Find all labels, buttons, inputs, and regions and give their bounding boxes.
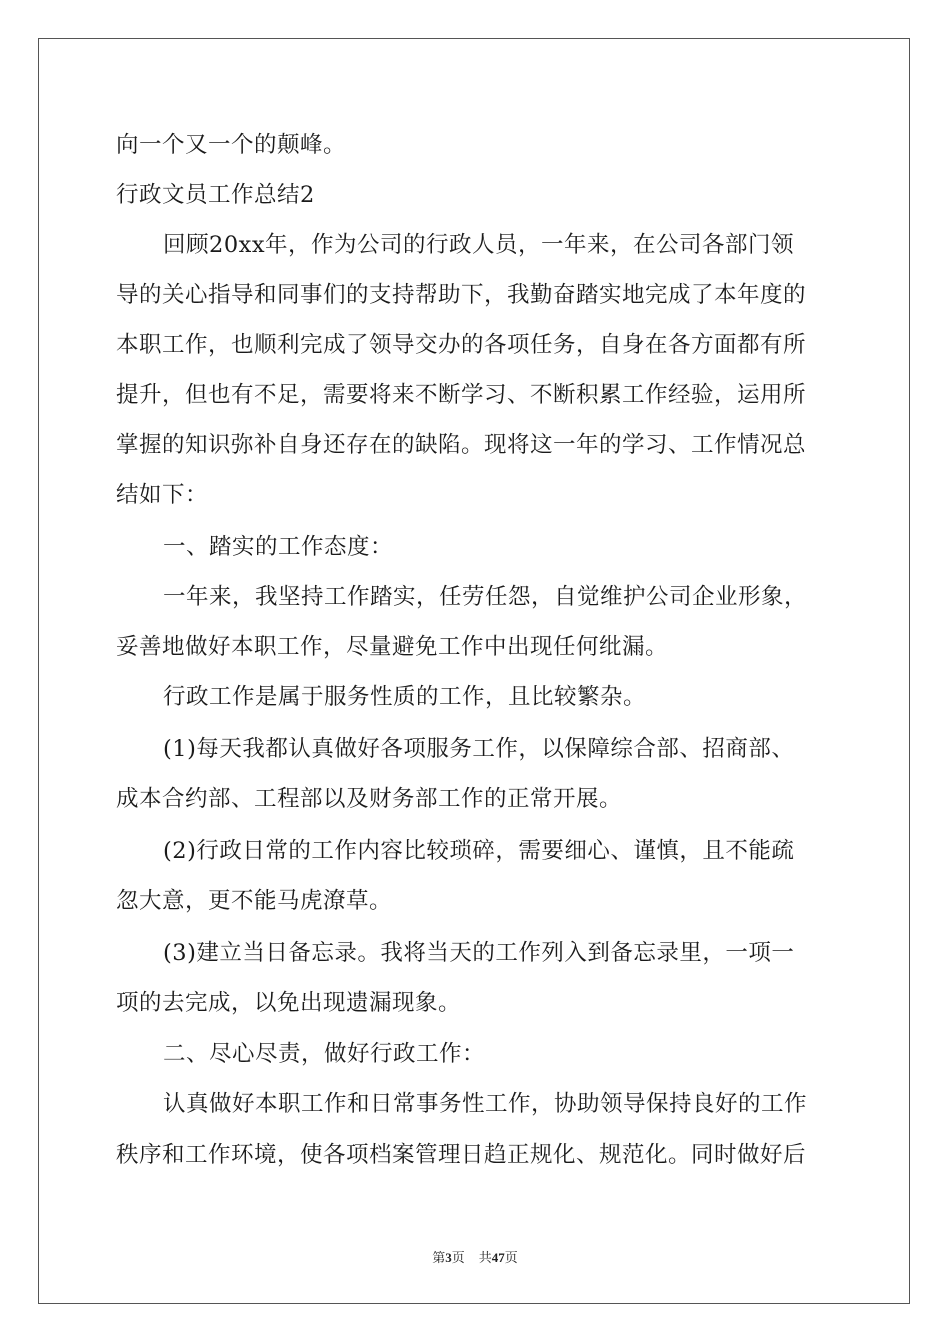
subheading: 一、踏实的工作态度： bbox=[163, 534, 394, 560]
paragraph-line: 一年来，我坚持工作踏实，任劳任怨，自觉维护公司企业形象， bbox=[163, 584, 808, 610]
page-suffix: 页 bbox=[451, 1250, 465, 1265]
paragraph-line: 行政工作是属于服务性质的工作，且比较繁杂。 bbox=[163, 684, 647, 710]
list-item-line: (1)每天我都认真做好各项服务工作，以保障综合部、招商部、 bbox=[163, 736, 795, 762]
paragraph-line: 结如下： bbox=[116, 482, 209, 508]
page-prefix: 第 bbox=[432, 1250, 446, 1265]
list-item-line: (2)行政日常的工作内容比较琐碎，需要细心、谨慎，且不能疏 bbox=[163, 838, 795, 864]
paragraph-line: 掌握的知识弥补自身还存在的缺陷。现将这一年的学习、工作情况总 bbox=[116, 432, 807, 458]
paragraph-line: 向一个又一个的颠峰。 bbox=[116, 132, 347, 158]
page-footer bbox=[0, 1247, 950, 1266]
total-pages: 47 bbox=[491, 1250, 505, 1265]
paragraph-line: 妥善地做好本职工作，尽量避免工作中出现任何纰漏。 bbox=[116, 634, 669, 660]
paragraph-line: 回顾20xx年，作为公司的行政人员，一年来，在公司各部门领 bbox=[163, 232, 795, 258]
total-prefix: 共 bbox=[478, 1250, 492, 1265]
paragraph-line: 认真做好本职工作和日常事务性工作，协助领导保持良好的工作 bbox=[163, 1091, 808, 1117]
paragraph-line: 导的关心指导和同事们的支持帮助下，我勤奋踏实地完成了本年度的 bbox=[116, 282, 807, 308]
paragraph-line: 本职工作，也顺利完成了领导交办的各项任务，自身在各方面都有所 bbox=[116, 332, 807, 358]
total-suffix: 页 bbox=[504, 1250, 518, 1265]
list-item-line: 项的去完成，以免出现遗漏现象。 bbox=[116, 990, 462, 1016]
list-item-line: 成本合约部、工程部以及财务部工作的正常开展。 bbox=[116, 786, 623, 812]
subheading: 二、尽心尽责，做好行政工作： bbox=[163, 1041, 486, 1067]
paragraph-line: 秩序和工作环境，使各项档案管理日趋正规化、规范化。同时做好后 bbox=[116, 1142, 807, 1168]
list-item-line: 忽大意，更不能马虎潦草。 bbox=[116, 888, 393, 914]
paragraph-line: 提升，但也有不足，需要将来不断学习、不断积累工作经验，运用所 bbox=[116, 382, 807, 408]
section-title: 行政文员工作总结2 bbox=[116, 182, 315, 208]
list-item-line: (3)建立当日备忘录。我将当天的工作列入到备忘录里，一项一 bbox=[163, 940, 795, 966]
page-number: 3 bbox=[445, 1250, 452, 1265]
